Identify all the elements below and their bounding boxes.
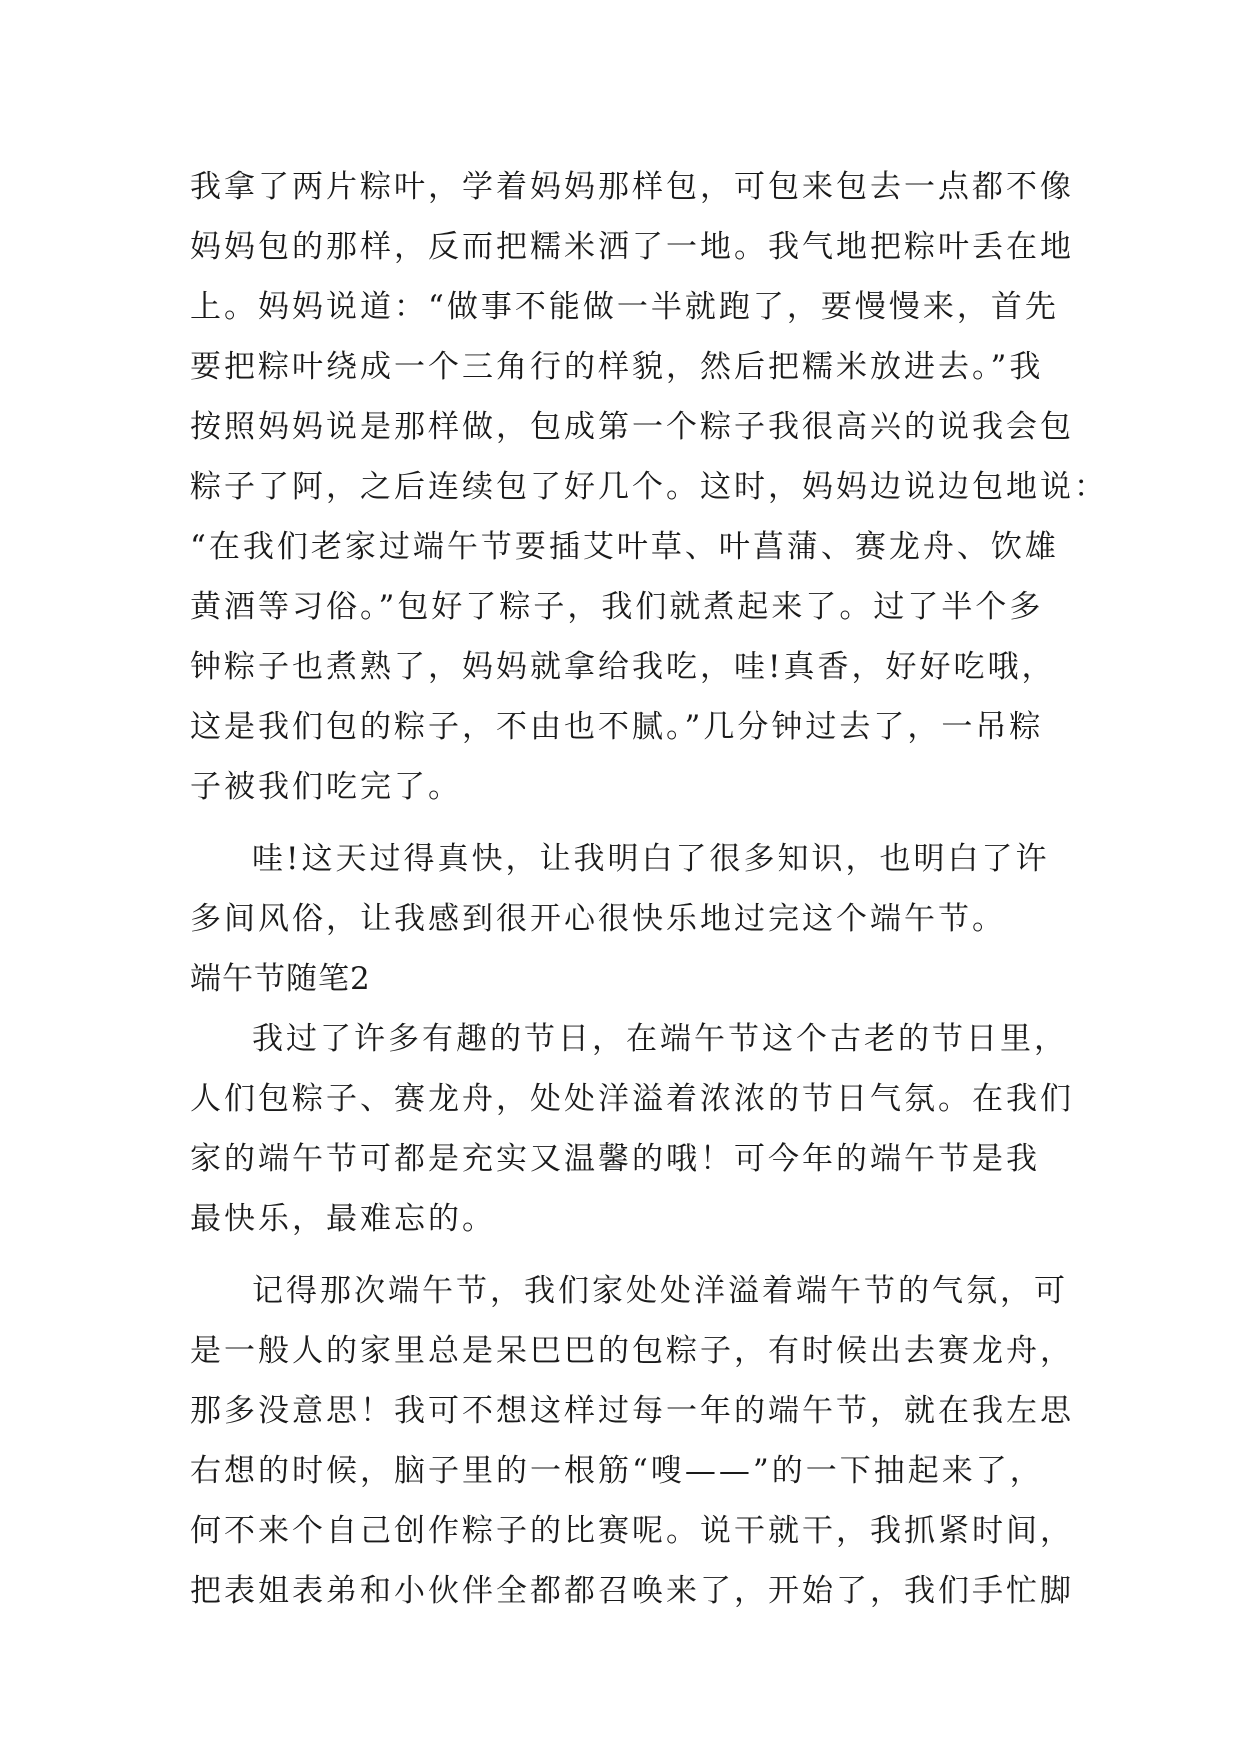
text-line: 最快乐，最难忘的。 xyxy=(190,1201,496,1237)
paragraph-2 xyxy=(190,829,1050,949)
text-line: 人们包粽子、赛龙舟，处处洋溢着浓浓的节日气氛。在我们 xyxy=(190,1081,1074,1117)
text-line: 这是我们包的粽子，不由也不腻。”几分钟过去了，一吊粽 xyxy=(190,709,1044,745)
text-line: 我拿了两片粽叶，学着妈妈那样包，可包来包去一点都不像 xyxy=(190,169,1074,205)
text-line: “在我们老家过端午节要插艾叶草、叶菖蒲、赛龙舟、饮雄 xyxy=(190,529,1059,565)
text-line: 要把粽叶绕成一个三角行的样貌，然后把糯米放进去。”我 xyxy=(190,349,1044,385)
text-line: 多间风俗，让我感到很开心很快乐地过完这个端午节。 xyxy=(190,901,1006,937)
text-line: 右想的时候，脑子里的一根筋“嗖——”的一下抽起来了， xyxy=(190,1453,1044,1489)
text-line: 记得那次端午节，我们家处处洋溢着端午节的气氛，可 xyxy=(252,1273,1068,1309)
text-line: 粽子了阿，之后连续包了好几个。这时，妈妈边说边包地说： xyxy=(190,469,1108,505)
text-line: 黄酒等习俗。”包好了粽子，我们就煮起来了。过了半个多 xyxy=(190,589,1044,625)
text-line: 我过了许多有趣的节日，在端午节这个古老的节日里， xyxy=(252,1021,1068,1057)
paragraph-1 xyxy=(190,157,1108,817)
text-line: 那多没意思！我可不想这样过每一年的端午节，就在我左思 xyxy=(190,1393,1074,1429)
paragraph-3 xyxy=(190,1009,1074,1249)
text-line: 妈妈包的那样，反而把糯米洒了一地。我气地把粽叶丢在地 xyxy=(190,229,1074,265)
text-line: 钟粽子也煮熟了，妈妈就拿给我吃，哇!真香，好好吃哦， xyxy=(190,649,1056,685)
text-line: 按照妈妈说是那样做，包成第一个粽子我很高兴的说我会包 xyxy=(190,409,1074,445)
text-line: 哇!这天过得真快，让我明白了很多知识，也明白了许 xyxy=(252,841,1050,877)
text-line: 子被我们吃完了。 xyxy=(190,769,462,805)
section-heading: 端午节随笔2 xyxy=(190,961,371,997)
text-line: 把表姐表弟和小伙伴全都都召唤来了，开始了，我们手忙脚 xyxy=(190,1573,1074,1609)
document-body xyxy=(190,157,1108,1621)
text-line: 何不来个自己创作粽子的比赛呢。说干就干，我抓紧时间， xyxy=(190,1513,1074,1549)
text-line: 家的端午节可都是充实又温馨的哦！可今年的端午节是我 xyxy=(190,1141,1040,1177)
text-line: 上。妈妈说道：“做事不能做一半就跑了，要慢慢来，首先 xyxy=(190,289,1059,325)
text-line: 是一般人的家里总是呆巴巴的包粽子，有时候出去赛龙舟， xyxy=(190,1333,1074,1369)
paragraph-4 xyxy=(190,1261,1074,1621)
